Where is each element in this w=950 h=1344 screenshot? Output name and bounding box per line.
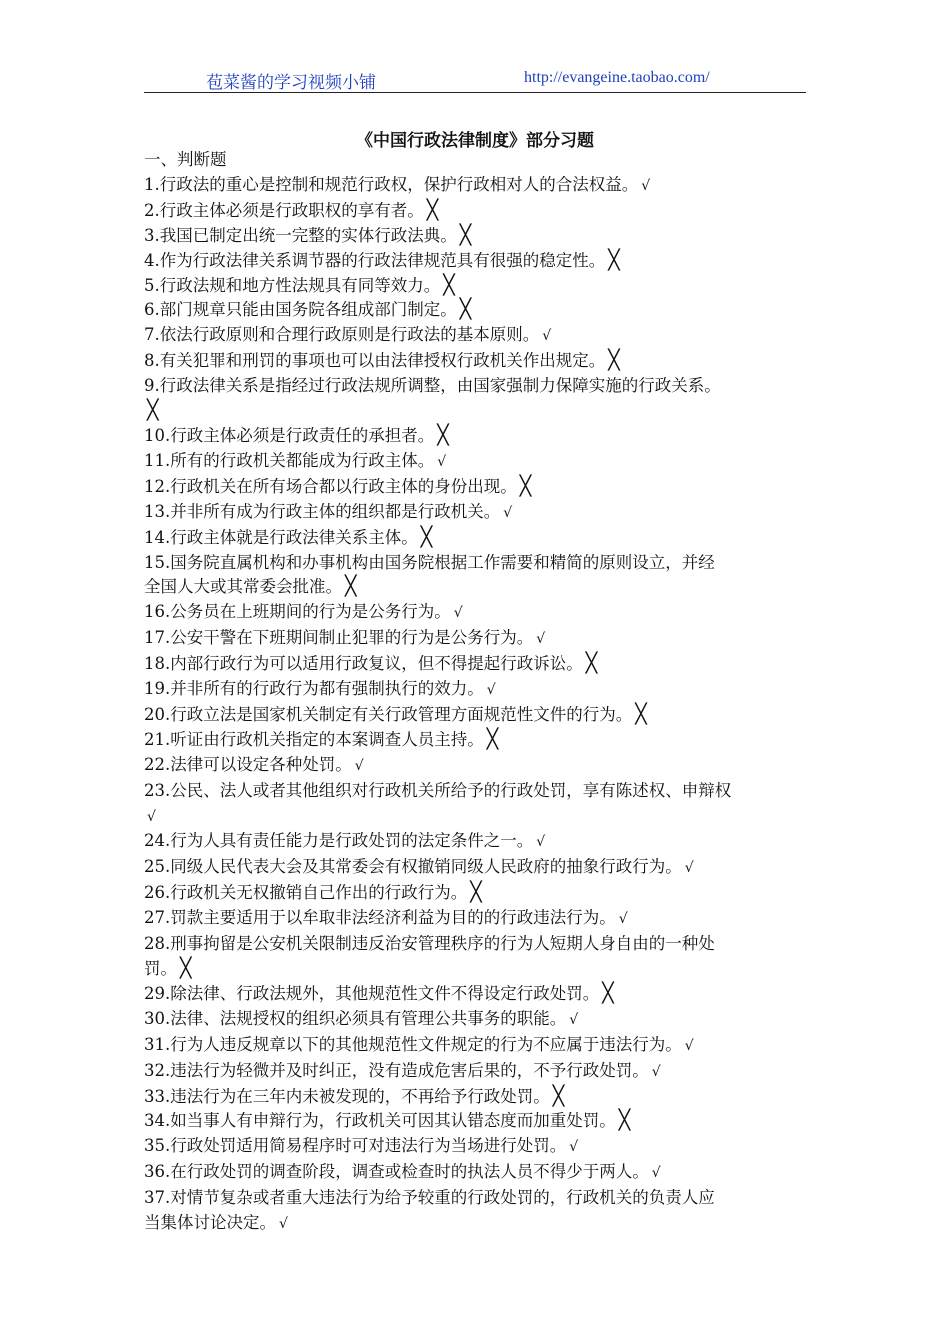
- question-text: 3.我国已制定出统一完整的实体行政法典。: [144, 225, 457, 245]
- question-text: 13.并非所有成为行政主体的组织都是行政机关。: [144, 501, 501, 521]
- cross-mark-icon: ╳: [426, 198, 439, 221]
- question-line: [144, 1085, 808, 1110]
- question-text: 33.违法行为在三年内未被发现的，不再给予行政处罚。: [144, 1086, 550, 1106]
- question-line: [144, 728, 808, 753]
- question-line: [144, 500, 808, 526]
- question-line: [144, 855, 808, 881]
- question-line: [144, 753, 808, 779]
- question-line: [144, 173, 808, 199]
- question-text: 31.行为人违反规章以下的其他规范性文件规定的行为不应属于违法行为。: [144, 1034, 682, 1054]
- question-text: 5.行政法规和地方性法规具有同等效力。: [144, 275, 441, 295]
- question-text: 19.并非所有的行政行为都有强制执行的效力。: [144, 679, 484, 699]
- question-line: [144, 526, 808, 551]
- cross-mark-icon: ╳: [552, 1084, 565, 1107]
- cross-mark-icon: ╳: [608, 248, 620, 271]
- check-mark-icon: √: [651, 1063, 661, 1080]
- question-text: 27.罚款主要适用于以牟取非法经济利益为目的的行政违法行为。: [144, 908, 616, 928]
- question-text: 26.行政机关无权撤销自己作出的行政行为。: [144, 883, 468, 903]
- question-line: [144, 274, 808, 299]
- question-text: 21.听证由行政机关指定的本案调查人员主持。: [144, 729, 484, 749]
- check-mark-icon: √: [569, 1139, 579, 1156]
- question-text: 当集体讨论决定。: [144, 1213, 276, 1233]
- question-line: [144, 600, 808, 626]
- question-line: [144, 1109, 808, 1134]
- cross-mark-icon: ╳: [519, 474, 532, 497]
- question-text: 16.公务员在上班期间的行为是公务行为。: [144, 602, 451, 622]
- question-text: 20.行政立法是国家机关制定有关行政管理方面规范性文件的行为。: [144, 704, 633, 724]
- question-line: [144, 323, 808, 349]
- cross-mark-icon: ╳: [345, 575, 357, 598]
- cross-mark-icon: ╳: [585, 652, 598, 675]
- question-text: 18.内部行政行为可以适用行政复议，但不得提起行政诉讼。: [144, 654, 583, 674]
- brand-name: 苞菜酱的学习视频小铺: [206, 73, 376, 93]
- question-line: [144, 957, 808, 982]
- question-text: 30.法律、法规授权的组织必须具有管理公共事务的职能。: [144, 1008, 567, 1028]
- question-text: 9.行政法律关系是指经过行政法规所调整，由国家强制力保障实施的行政关系。: [144, 376, 721, 396]
- check-mark-icon: √: [651, 1165, 661, 1182]
- question-text: 35.行政处罚适用简易程序时可对违法行为当场进行处罚。: [144, 1136, 567, 1156]
- question-line: [144, 349, 808, 374]
- check-mark-icon: √: [641, 177, 651, 194]
- section-heading: 一、判断题: [144, 150, 227, 169]
- cross-mark-icon: ╳: [437, 423, 449, 446]
- question-line: [144, 374, 808, 399]
- question-text: 15.国务院直属机构和办事机构由国务院根据工作需要和精简的原则设立，并经: [144, 552, 715, 572]
- question-text: 32.违法行为轻微并及时纠正，没有造成危害后果的，不予行政处罚。: [144, 1060, 649, 1080]
- check-mark-icon: √: [486, 682, 496, 699]
- cross-mark-icon: ╳: [635, 702, 647, 725]
- question-text: 4.作为行政法律关系调节器的行政法律规范具有很强的稳定性。: [144, 250, 606, 270]
- check-mark-icon: √: [684, 860, 694, 877]
- question-text: 全国人大或其常委会批准。: [144, 577, 342, 597]
- check-mark-icon: √: [147, 808, 156, 825]
- question-line: [144, 551, 808, 576]
- question-line: [144, 779, 808, 804]
- question-line: [144, 1134, 808, 1160]
- check-mark-icon: √: [684, 1037, 694, 1054]
- cross-mark-icon: ╳: [180, 957, 192, 979]
- question-text: 36.在行政处罚的调查阶段，调查或检查时的执法人员不得少于两人。: [144, 1162, 649, 1182]
- question-line: [144, 475, 808, 500]
- cross-mark-icon: ╳: [618, 1109, 631, 1132]
- question-line: [144, 1059, 808, 1085]
- question-text: 22.法律可以设定各种处罚。: [144, 754, 352, 774]
- check-mark-icon: √: [437, 453, 447, 470]
- cross-mark-icon: ╳: [459, 223, 472, 246]
- question-text: 29.除法律、行政法规外，其他规范性文件不得设定行政处罚。: [144, 983, 600, 1003]
- question-text: 28.刑事拘留是公安机关限制违反治安管理秩序的行为人短期人身自由的一种处: [144, 934, 715, 954]
- check-mark-icon: √: [618, 911, 628, 928]
- question-line: [144, 652, 808, 677]
- document-title: 《中国行政法律制度》部分习题: [356, 131, 594, 151]
- question-line: [144, 424, 808, 449]
- check-mark-icon: √: [542, 328, 552, 345]
- question-text: 6.部门规章只能由国务院各组成部门制定。: [144, 300, 457, 320]
- check-mark-icon: √: [536, 834, 546, 851]
- question-line: [144, 199, 808, 224]
- cross-mark-icon: ╳: [470, 881, 482, 904]
- check-mark-icon: √: [503, 504, 513, 521]
- question-line: [144, 1160, 808, 1186]
- question-text: 23.公民、法人或者其他组织对行政机关所给予的行政处罚，享有陈述权、申辩权: [144, 780, 732, 800]
- check-mark-icon: √: [279, 1216, 288, 1233]
- check-mark-icon: √: [536, 631, 546, 648]
- question-text: 7.依法行政原则和合理行政原则是行政法的基本原则。: [144, 325, 540, 345]
- question-line: [144, 1007, 808, 1033]
- question-line: [144, 804, 808, 830]
- question-line: [144, 1033, 808, 1059]
- question-line: [144, 1211, 808, 1237]
- cross-mark-icon: ╳: [420, 525, 433, 548]
- question-text: 12.行政机关在所有场合都以行政主体的身份出现。: [144, 476, 517, 496]
- question-line: [144, 982, 808, 1007]
- question-line: [144, 932, 808, 957]
- question-line: [144, 703, 808, 728]
- cross-mark-icon: ╳: [608, 349, 620, 372]
- question-text: 8.有关犯罪和刑罚的事项也可以由法律授权行政机关作出规定。: [144, 351, 606, 371]
- question-text: 11.所有的行政机关都能成为行政主体。: [144, 450, 435, 470]
- question-line: [144, 906, 808, 932]
- question-line: [144, 829, 808, 855]
- question-line: [144, 677, 808, 703]
- header-url[interactable]: http://evangeine.taobao.com/: [524, 69, 710, 86]
- question-line: [144, 575, 808, 600]
- question-line: [144, 1186, 808, 1211]
- question-text: 1.行政法的重心是控制和规范行政权，保护行政相对人的合法权益。: [144, 174, 639, 194]
- document-body: [144, 148, 808, 1237]
- cross-mark-icon: ╳: [443, 273, 455, 296]
- cross-mark-icon: ╳: [602, 981, 614, 1004]
- question-text: 罚。: [144, 959, 177, 978]
- question-text: 34.如当事人有申辩行为，行政机关可因其认错态度而加重处罚。: [144, 1111, 616, 1131]
- cross-mark-icon: ╳: [486, 727, 499, 750]
- check-mark-icon: √: [354, 757, 364, 774]
- question-line: [144, 224, 808, 249]
- question-text: 17.公安干警在下班期间制止犯罪的行为是公务行为。: [144, 628, 534, 648]
- question-line: [144, 881, 808, 906]
- question-text: 25.同级人民代表大会及其常委会有权撤销同级人民政府的抽象行政行为。: [144, 857, 682, 877]
- question-line: [144, 249, 808, 274]
- question-text: 24.行为人具有责任能力是行政处罚的法定条件之一。: [144, 831, 534, 851]
- question-text: 14.行政主体就是行政法律关系主体。: [144, 527, 418, 547]
- check-mark-icon: √: [453, 605, 463, 622]
- question-line: [144, 626, 808, 652]
- page-header: [144, 62, 806, 93]
- question-line: [144, 298, 808, 323]
- question-text: 10.行政主体必须是行政责任的承担者。: [144, 425, 435, 445]
- cross-mark-icon: ╳: [147, 399, 159, 422]
- cross-mark-icon: ╳: [459, 298, 472, 321]
- check-mark-icon: √: [569, 1011, 579, 1028]
- question-line: [144, 399, 808, 424]
- question-text: 2.行政主体必须是行政职权的享有者。: [144, 200, 424, 220]
- question-line: [144, 449, 808, 475]
- question-text: 37.对情节复杂或者重大违法行为给予较重的行政处罚的，行政机关的负责人应: [144, 1188, 715, 1208]
